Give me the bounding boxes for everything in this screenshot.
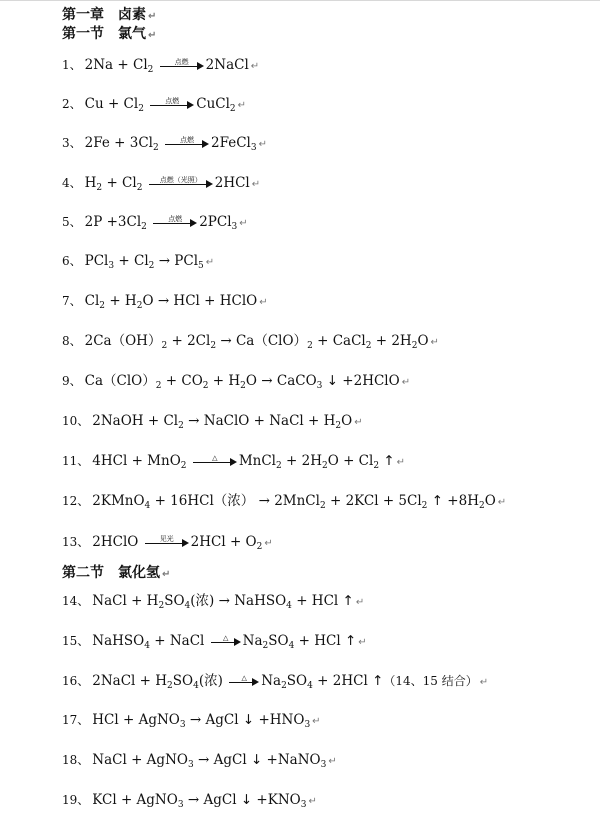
- arrow-right: →: [220, 333, 232, 349]
- reaction-7: 7、 $Cl_2 + H_2O$ → HCl + HClO ↵: [62, 293, 268, 311]
- arrow-ignite: 点燃: [150, 96, 194, 110]
- gas-arrow: ↑: [342, 593, 354, 609]
- precipitate-arrow: ↓: [250, 752, 263, 768]
- arrow-heat: △: [193, 453, 237, 467]
- chapter-title: 第一章 卤素 ↵: [62, 7, 157, 23]
- reaction-5: 5、 $2P +3Cl_2$ 点燃 2PCl$_3$ ↵: [62, 214, 248, 232]
- arrow-right: →: [258, 493, 270, 509]
- arrow-right: →: [218, 593, 230, 609]
- arrow-heat: △: [229, 673, 259, 687]
- reaction-19: 19、 KCl + AgNO$_3$ → AgCl ↓ $+KNO_3$ ↵: [62, 792, 317, 810]
- gas-arrow: ↑: [372, 673, 384, 689]
- gas-arrow: ↑: [383, 453, 395, 469]
- reaction-4: 4、 $H_2 + Cl_2$ 点燃（光照） 2HCl ↵: [62, 175, 261, 193]
- precipitate-arrow: ↓: [242, 712, 255, 728]
- arrow-ignite: 点燃: [153, 214, 197, 228]
- page-top-rule: [0, 0, 600, 1]
- arrow-ignite: 点燃: [160, 57, 204, 71]
- gas-arrow: ↑: [431, 493, 444, 509]
- gas-arrow: ↑: [344, 633, 357, 649]
- arrow-right: →: [189, 712, 202, 728]
- reaction-17: 17、 HCl + AgNO$_3$ → AgCl ↓ $+HNO_3$ ↵: [62, 712, 321, 730]
- reaction-6: 6、 $PCl_3 + Cl_2 \to PCl_5$ ↵: [62, 253, 215, 271]
- reaction-10: 10、 2NaOH + $Cl_2$ → NaClO + NaCl + $H_2O$ ↵: [62, 413, 363, 431]
- reaction-9: 9、 $Ca(ClO)_2 + CO_2 + H_2O$ → CaCO$_3$ ↓ +2HClO ↵: [62, 373, 411, 391]
- section-title-chlorine: 第一节 氯气 ↵: [62, 26, 157, 42]
- arrow-ignite: 点燃: [165, 135, 209, 149]
- arrow-heat: △: [211, 633, 241, 647]
- arrow-right: →: [261, 373, 273, 389]
- reaction-1: 1、 $2Na + Cl_2$ 点燃 2NaCl ↵: [62, 57, 260, 75]
- reaction-16: 16、 2NaCl + $H_2SO_4$(浓) △ $Na_2SO_4 + 2HCl$ ↑（14、15 结合） ↵: [62, 673, 489, 691]
- reaction-2: 2、 $Cu + Cl_2$ 点燃 CuCl$_2$ ↵: [62, 96, 247, 114]
- arrow-right: →: [187, 792, 200, 808]
- arrow-right: →: [158, 253, 170, 269]
- arrow-light: 见光: [145, 534, 189, 548]
- reaction-15: 15、 NaHSO$_4$ + NaCl △ $Na_2SO_4$ + HCl ↑ ↵: [62, 633, 367, 651]
- arrow-right: →: [188, 413, 200, 429]
- reaction-12: 12、 2KMnO$_4$ + 16HCl（浓） → 2MnCl$_2$ + $2KCl + 5Cl_2$ ↑ $+8H_2O$ ↵: [62, 493, 507, 511]
- reaction-8: 8、 $2Ca(OH)_2 + 2Cl_2 \to Ca(ClO)_2$ + CaCl$_2$ + $2H_2O$ ↵: [62, 333, 439, 351]
- precipitate-arrow: ↓: [240, 792, 253, 808]
- reaction-11: 11、 4HCl + MnO$_2$ △ MnCl$_2$ + $2H_2O + Cl_2$ ↑ ↵: [62, 453, 406, 471]
- reaction-3: 3、 $2Fe + 3Cl_2$ 点燃 2FeCl$_3$ ↵: [62, 135, 267, 153]
- arrow-right: →: [198, 752, 210, 768]
- section-title-hcl: 第二节 氯化氢 ↵: [62, 565, 171, 581]
- reaction-13: 13、 2HClO 见光 $2HCl + O_2$ ↵: [62, 534, 273, 552]
- combined-note: （14、15 结合）: [383, 674, 478, 688]
- reaction-14: 14、 NaCl + $H_2SO_4$(浓) → NaHSO$_4$ + HCl ↑ ↵: [62, 593, 365, 611]
- arrow-ignite-light: 点燃（光照）: [149, 175, 213, 189]
- precipitate-arrow: ↓: [326, 373, 339, 389]
- reaction-18: 18、 NaCl + AgNO$_3$ → AgCl ↓ +NaNO$_3$ ↵: [62, 752, 337, 770]
- arrow-right: →: [157, 293, 170, 309]
